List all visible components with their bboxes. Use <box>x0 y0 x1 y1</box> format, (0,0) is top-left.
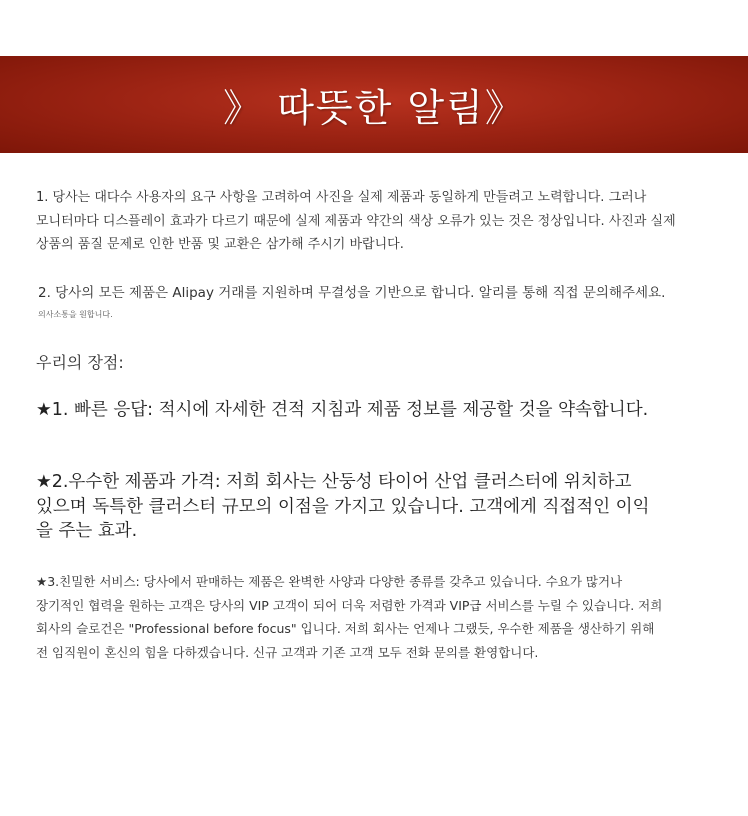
notice-paragraph-2 <box>38 282 728 304</box>
notice-2-text: 2. 당사의 모든 제품은 Alipay 거래를 지원하며 무결성을 기반으로 합니다. 알리를 통해 직접 문의해주세요. <box>38 285 666 301</box>
advantage-3-line: 전 임직원이 혼신의 힘을 다하겠습니다. 신규 고객과 기존 고객 모두 전화 문의를 환영합니다. <box>36 644 539 660</box>
advantage-3-line: 회사의 슬로건은 "Professional before focus" 입니다. 저희 회사는 언제나 그랬듯, 우수한 제품을 생산하기 위해 <box>36 621 655 636</box>
notice-banner <box>0 56 748 153</box>
notice-1-line: 1. 당사는 대다수 사용자의 요구 사항을 고려하여 사진을 실제 제품과 동일하게 만들려고 노력합니다. 그러나 <box>36 190 647 205</box>
notice-1-line: 모니터마다 디스플레이 효과가 다르기 때문에 실제 제품과 약간의 색상 오류가 있는 것은 정상입니다. 사진과 실제 <box>36 213 676 229</box>
banner-title: 》 따뜻한 알림》 <box>223 86 525 130</box>
advantage-2-line: 있으며 독특한 클러스터 규모의 이점을 가지고 있습니다. 고객에게 직접적인 이익 <box>36 496 650 517</box>
advantage-2-line: ★2.우수한 제품과 가격: 저희 회사는 산둥성 타이어 산업 클러스터에 위치하고 <box>36 472 632 492</box>
advantages-heading: 우리의 장점: <box>36 353 124 372</box>
notice-paragraph-1 <box>36 186 716 257</box>
notice-1-line: 상품의 품질 문제로 인한 반품 및 교환은 삼가해 주시기 바랍니다. <box>36 237 404 252</box>
notice-2-subtext: 의사소통을 원합니다. <box>38 310 113 319</box>
advantage-item-3 <box>36 570 716 664</box>
advantage-item-2 <box>36 470 726 544</box>
advantage-2-line: 을 주는 효과. <box>36 521 138 541</box>
advantage-3-line: ★3.친밀한 서비스: 당사에서 판매하는 제품은 완벽한 사양과 다양한 종류를 갖추고 있습니다. 수요가 많거나 <box>36 574 623 589</box>
advantage-item-1: ★1. 빠른 응답: 적시에 자세한 견적 지침과 제품 정보를 제공할 것을 약속합니다. <box>36 400 649 420</box>
advantage-3-line: 장기적인 협력을 원하는 고객은 당사의 VIP 고객이 되어 더욱 저렴한 가격과 VIP급 서비스를 누릴 수 있습니다. 저희 <box>36 597 663 613</box>
